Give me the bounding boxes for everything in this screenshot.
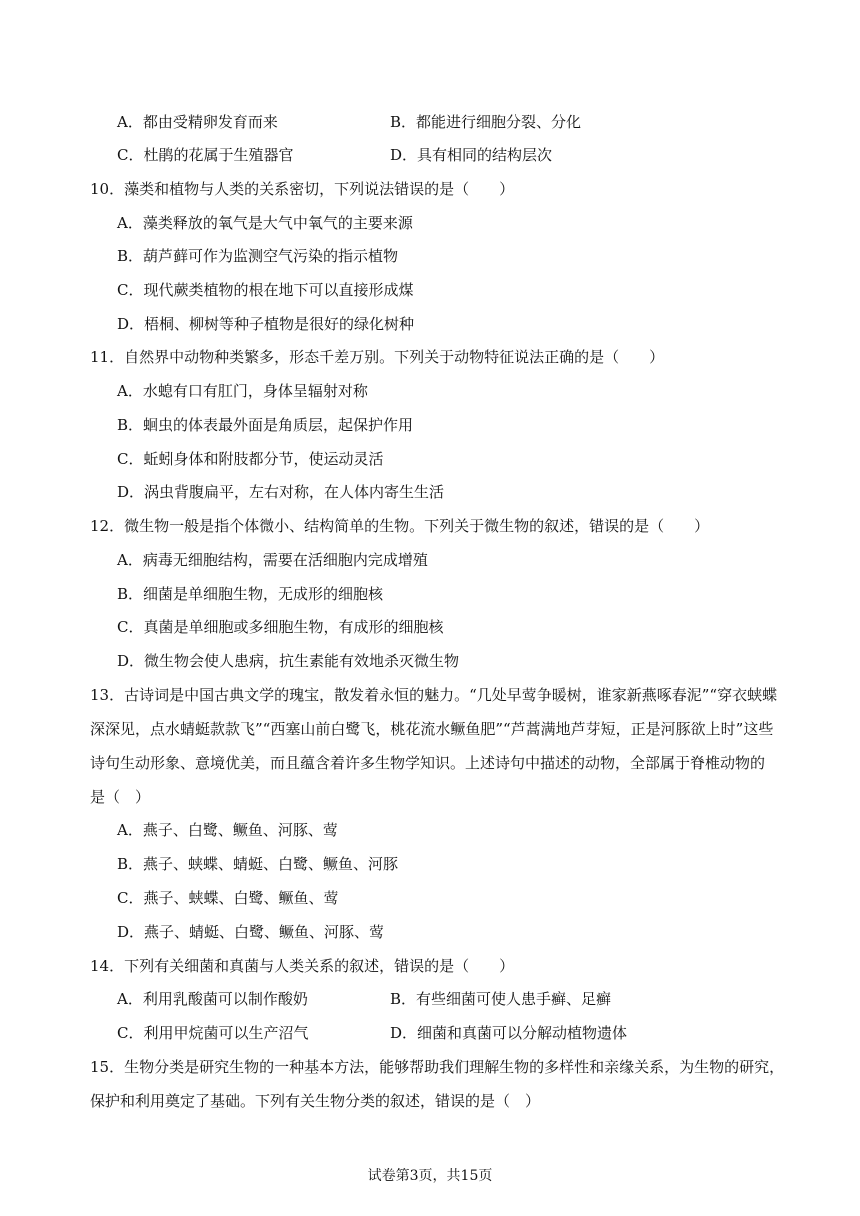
- q14-option-a: A．利用乳酸菌可以制作酸奶: [117, 990, 308, 1008]
- q14-option-c: C．利用甲烷菌可以生产沼气: [117, 1024, 309, 1042]
- q11-option-b: B．蛔虫的体表最外面是角质层，起保护作用: [117, 416, 414, 434]
- q15-stem-line-1: 15．生物分类是研究生物的一种基本方法，能够帮助我们理解生物的多样性和亲缘关系，为生物的研究，: [90, 1058, 785, 1076]
- q10-option-b: B．葫芦藓可作为监测空气污染的指示植物: [117, 247, 399, 265]
- q13-option-b: B．燕子、蛱蝶、蜻蜓、白鹭、鳜鱼、河豚: [117, 855, 399, 873]
- q12-option-d: D．微生物会使人患病，抗生素能有效地杀灭微生物: [117, 652, 460, 670]
- q13-stem-line-2: 深深见，点水蜻蜓款款飞”“西塞山前白鹭飞，桃花流水鳜鱼肥”“芦蒿满地芦芽短，正是河豚欲上时”这些: [90, 720, 774, 738]
- q10-option-a: A．藻类释放的氧气是大气中氧气的主要来源: [117, 214, 413, 232]
- q10-option-c: C．现代蕨类植物的根在地下可以直接形成煤: [117, 281, 414, 299]
- q13-option-d: D．燕子、蜻蜓、白鹭、鳜鱼、河豚、莺: [117, 923, 385, 941]
- q11-option-a: A．水螅有口有肛门，身体呈辐射对称: [117, 382, 368, 400]
- page-footer: 试卷第3页，共15页: [367, 1168, 493, 1184]
- q9-option-c: C．杜鹃的花属于生殖器官: [117, 146, 294, 164]
- q10-option-d: D．梧桐、柳树等种子植物是很好的绿化树种: [117, 315, 415, 333]
- q13-option-c: C．燕子、蛱蝶、白鹭、鳜鱼、莺: [117, 889, 339, 907]
- q9-option-b: B．都能进行细胞分裂、分化: [390, 113, 582, 131]
- q13-stem-line-3: 诗句生动形象、意境优美，而且蕴含着许多生物学知识。上述诗句中描述的动物，全部属于脊椎动物的: [90, 754, 766, 772]
- q11-option-d: D．涡虫背腹扁平，左右对称，在人体内寄生生活: [117, 483, 445, 501]
- q12-option-b: B．细菌是单细胞生物，无成形的细胞核: [117, 585, 384, 603]
- q9-option-d: D．具有相同的结构层次: [390, 146, 553, 164]
- q15-stem-line-2: 保护和利用奠定了基础。下列有关生物分类的叙述，错误的是（ ）: [90, 1092, 541, 1110]
- q14-option-d: D．细菌和真菌可以分解动植物遗体: [390, 1024, 628, 1042]
- q12-option-a: A．病毒无细胞结构，需要在活细胞内完成增殖: [117, 551, 428, 569]
- q11-stem: 11．自然界中动物种类繁多，形态千差万别。下列关于动物特征说法正确的是（ ）: [90, 348, 665, 366]
- q13-stem-line-1: 13．古诗词是中国古典文学的瑰宝，散发着永恒的魅力。“几处早莺争暖树，谁家新燕啄春泥”“穿衣蛱蝶: [90, 686, 778, 704]
- q12-option-c: C．真菌是单细胞或多细胞生物，有成形的细胞核: [117, 618, 444, 636]
- q13-option-a: A．燕子、白鹭、鳜鱼、河豚、莺: [117, 821, 338, 839]
- q14-option-b: B．有些细菌可使人患手癣、足癣: [390, 990, 612, 1008]
- q9-option-a: A．都由受精卵发育而来: [117, 113, 278, 131]
- q10-stem: 10．藻类和植物与人类的关系密切，下列说法错误的是（ ）: [90, 180, 515, 198]
- q14-stem: 14．下列有关细菌和真菌与人类关系的叙述，错误的是（ ）: [90, 957, 515, 975]
- q13-stem-line-4: 是（ ）: [90, 788, 151, 806]
- q11-option-c: C．蚯蚓身体和附肢都分节，使运动灵活: [117, 450, 384, 468]
- q12-stem: 12．微生物一般是指个体微小、结构简单的生物。下列关于微生物的叙述，错误的是（ ）: [90, 517, 710, 535]
